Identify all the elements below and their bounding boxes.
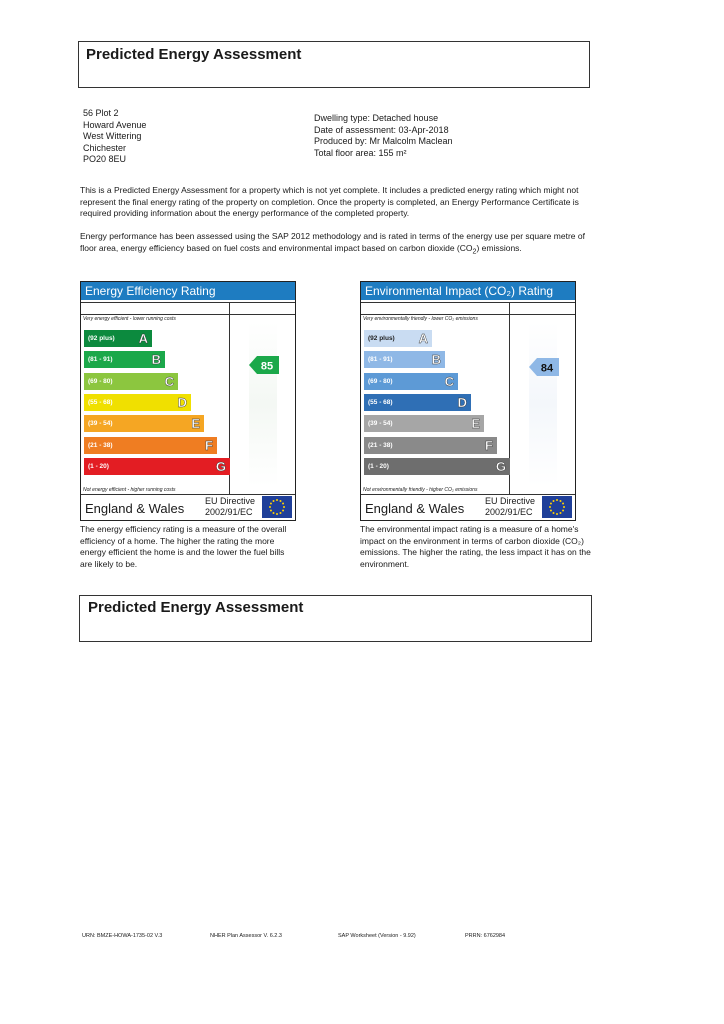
dwelling-details — [314, 113, 453, 159]
eu-star-icon — [270, 510, 272, 512]
footer-urn: URN: BMZE-HOWA-1735-02 V.3 — [82, 933, 163, 939]
eu-star-icon — [276, 513, 278, 515]
region-label: England & Wales — [365, 501, 465, 516]
address-line: West Wittering — [83, 131, 142, 141]
footer-assessor: NHER Plan Assessor V. 6.2.3 — [210, 933, 282, 939]
eu-star-icon — [553, 512, 555, 514]
band-range: (55 - 68) — [368, 398, 393, 406]
band-letter: B — [151, 352, 161, 368]
eu-star-icon — [280, 512, 282, 514]
eu-star-icon — [556, 499, 558, 501]
title-box — [78, 41, 590, 88]
footer-prrn: PRRN: 6762984 — [465, 933, 506, 939]
intro-paragraph-2: Energy performance has been assessed using the SAP 2012 methodology and is rated in terms of the energy use per square metre of floor area, energy efficiency based on fuel costs and environmental impact based on carbon dioxide $(CO_2)$ emissions. — [80, 231, 585, 256]
band-range: (69 - 80) — [368, 377, 393, 385]
band-letter: A — [138, 331, 148, 346]
band-letter: C — [164, 373, 174, 389]
environmental-impact-chart — [360, 281, 576, 521]
address-block — [83, 108, 146, 166]
eu-star-icon — [562, 503, 564, 505]
rating-band-c — [84, 373, 178, 390]
current-rating-arrow — [249, 356, 279, 374]
eu-star-icon — [273, 500, 275, 502]
assessment-date: Date of assessment: 03-Apr-2018 — [314, 124, 449, 135]
divider — [81, 302, 295, 303]
intro-paragraph-1: This is a Predicted Energy Assessment for a property which is not yet complete. It includes a predicted energy rating which might not represent the final energy rating of the property on completion. Once the property is completed, an Energy Performance Certificate is required providing information about the energy performance of the completed property. — [80, 185, 579, 218]
impact-chart-title: Environmental Impact (CO₂) Rating — [361, 282, 575, 300]
current-rating-value: 84 — [540, 362, 554, 375]
divider — [361, 302, 575, 303]
rating-band-a — [84, 330, 152, 347]
eu-star-icon — [270, 503, 272, 505]
band-letter: D — [457, 394, 467, 410]
eu-star-icon — [282, 503, 284, 505]
band-letter: D — [177, 394, 187, 410]
eu-directive: EU Directive 2002/91/EC — [485, 496, 536, 517]
band-range: (92 plus) — [368, 335, 395, 342]
address-line: PO20 8EU — [83, 154, 127, 164]
rating-band-g — [364, 458, 510, 475]
impact-top-note: Very environmentally friendly - lower CO₂ emissions — [363, 316, 478, 322]
page-title: Predicted Energy Assessment — [86, 46, 302, 63]
efficiency-chart-title: Energy Efficiency Rating — [81, 282, 295, 300]
band-range: (39 - 54) — [88, 420, 113, 428]
impact-description: The environmental impact rating is a measure of a home's impact on the environment in terms of carbon dioxide (CO₂) emissions. The higher the rating, the less impact it has on the environment. — [360, 524, 591, 569]
eu-star-icon — [556, 513, 558, 515]
section-title: Predicted Energy Assessment — [88, 599, 304, 616]
eu-flag-icon — [262, 496, 292, 523]
current-rating-value: 85 — [260, 360, 274, 373]
band-range: (21 - 38) — [368, 441, 393, 449]
efficiency-bottom-note: Not energy efficient - higher running costs — [83, 487, 176, 493]
band-letter: E — [191, 416, 200, 432]
eu-star-icon — [273, 512, 275, 514]
eu-star-icon — [563, 506, 565, 508]
eu-star-icon — [550, 510, 552, 512]
rating-band-a — [364, 330, 432, 347]
eu-star-icon — [282, 510, 284, 512]
band-letter: E — [471, 416, 480, 432]
band-letter: F — [485, 437, 493, 453]
divider — [81, 494, 295, 495]
eu-star-icon — [549, 506, 551, 508]
band-range: (21 - 38) — [88, 441, 113, 449]
second-title-box — [79, 595, 592, 642]
efficiency-column-bg — [249, 322, 277, 486]
band-letter: B — [431, 352, 441, 368]
eu-star-icon — [550, 503, 552, 505]
eu-star-icon — [276, 499, 278, 501]
address-line: Chichester — [83, 142, 127, 153]
eu-star-icon — [269, 506, 271, 508]
produced-by: Produced by: Mr Malcolm Maclean — [314, 136, 453, 146]
impact-current-arrow — [529, 358, 559, 381]
current-rating-arrow — [529, 358, 559, 376]
address-line: Howard Avenue — [83, 119, 147, 130]
impact-column-bg — [529, 322, 557, 486]
eu-directive: EU Directive 2002/91/EC — [205, 496, 256, 517]
divider — [361, 314, 575, 315]
rating-band-f — [84, 437, 217, 454]
band-letter: C — [444, 373, 454, 389]
impact-bottom-note: Not environmentally friendly - higher CO₂ emissions — [363, 487, 478, 493]
eu-flag-icon — [542, 496, 572, 523]
footer-sap: SAP Worksheet (Version - 9.92) — [338, 933, 416, 939]
eu-star-icon — [560, 500, 562, 502]
rating-band-f — [364, 437, 497, 454]
band-range: (81 - 91) — [88, 356, 113, 364]
efficiency-current-arrow — [249, 356, 279, 379]
energy-efficiency-chart — [80, 281, 296, 521]
rating-band-b — [84, 351, 165, 368]
rating-band-d — [364, 394, 471, 411]
eu-star-icon — [283, 506, 285, 508]
efficiency-top-note: Very energy efficient - lower running costs — [83, 316, 176, 322]
eu-star-icon — [560, 512, 562, 514]
region-label: England & Wales — [85, 501, 185, 516]
band-range: (1 - 20) — [368, 462, 389, 470]
band-range: (1 - 20) — [88, 462, 109, 470]
band-range: (39 - 54) — [368, 420, 393, 428]
dwelling-type: Dwelling type: Detached house — [314, 113, 439, 123]
rating-band-d — [84, 394, 191, 411]
band-letter: G — [215, 458, 226, 474]
address-line: 56 Plot 2 — [83, 108, 119, 118]
rating-band-c — [364, 373, 458, 390]
rating-band-e — [84, 415, 204, 432]
band-range: (81 - 91) — [368, 356, 393, 364]
band-letter: G — [495, 458, 506, 474]
eu-star-icon — [562, 510, 564, 512]
divider — [361, 494, 575, 495]
rating-band-b — [364, 351, 445, 368]
band-letter: A — [418, 331, 428, 346]
band-range: (69 - 80) — [88, 377, 113, 385]
efficiency-description: The energy efficiency rating is a measure of the overall efficiency of a home. The higher the rating the more energy efficient the home is and the lower the fuel bills are likely to be. — [80, 524, 287, 569]
floor-area: Total floor area: 155 m² — [314, 147, 407, 158]
band-range: (92 plus) — [88, 335, 115, 342]
eu-star-icon — [280, 500, 282, 502]
eu-star-icon — [553, 500, 555, 502]
rating-band-g — [84, 458, 230, 475]
divider — [81, 314, 295, 315]
rating-band-e — [364, 415, 484, 432]
band-range: (55 - 68) — [88, 398, 113, 406]
band-letter: F — [205, 437, 213, 453]
